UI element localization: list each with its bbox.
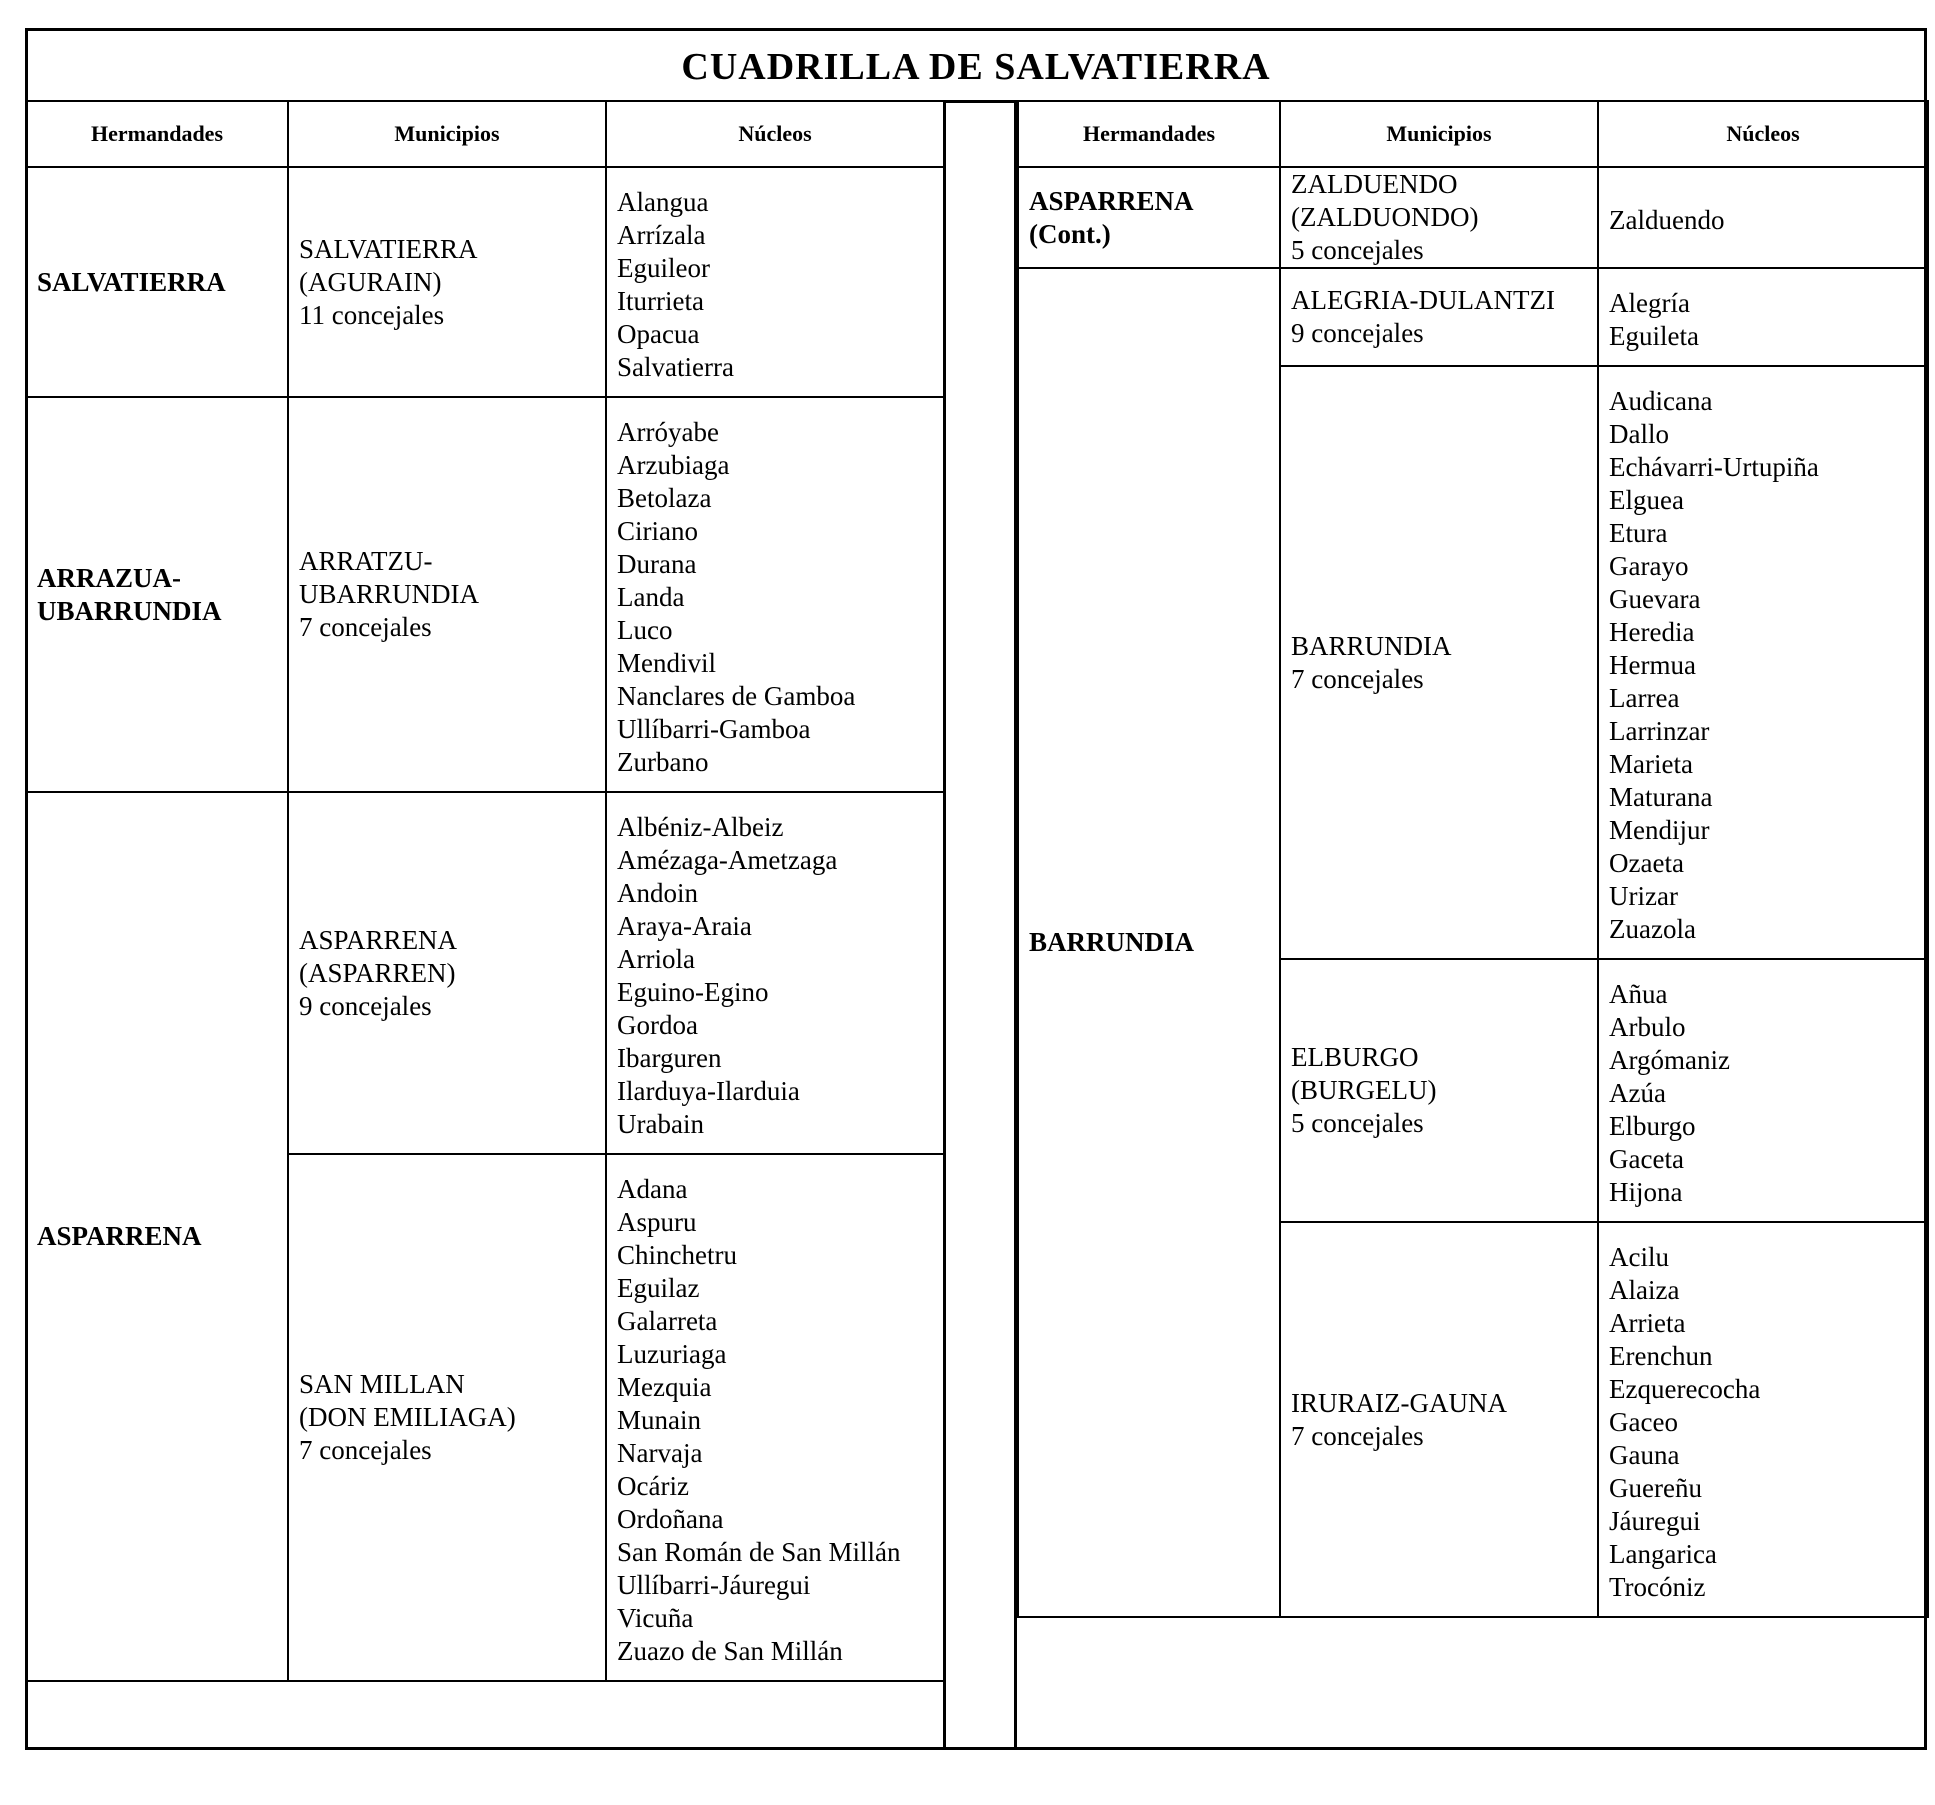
municipio-line: 9 concejales [299, 990, 432, 1021]
nucleos-cell [1598, 1222, 1928, 1617]
nucleo-item: Vicuña [617, 1603, 694, 1633]
municipio-line: 5 concejales [1291, 1108, 1424, 1138]
nucleo-item: Larrinzar [1609, 716, 1710, 746]
nucleo-item: Alegría [1609, 288, 1690, 318]
municipio-line: 7 concejales [1291, 1420, 1424, 1451]
municipio-line: 9 concejales [1291, 318, 1424, 348]
municipio-line: (ASPARREN) [299, 957, 456, 988]
nucleo-item: Iturrieta [617, 286, 704, 316]
nucleo-item: San Román de San Millán [617, 1537, 901, 1567]
municipio-line: (DON EMILIAGA) [299, 1402, 516, 1432]
nucleo-item: Munain [617, 1405, 701, 1435]
nucleo-item: Alangua [617, 187, 709, 217]
nucleo-item: Marieta [1609, 749, 1693, 779]
hermandad-cell [26, 397, 288, 792]
header-row [1018, 101, 1928, 167]
municipio-cell [288, 1154, 606, 1681]
nucleo-item: Arrízala [617, 220, 706, 250]
header-nucleos: Núcleos [1598, 101, 1928, 167]
page-title: CUADRILLA DE SALVATIERRA [25, 28, 1927, 100]
municipio-cell [288, 167, 606, 397]
nucleo-item: Acilu [1609, 1242, 1669, 1272]
municipio-line: 5 concejales [1291, 235, 1424, 265]
municipio-line: 7 concejales [299, 1435, 432, 1465]
nucleo-item: Zuazola [1609, 914, 1696, 944]
nucleo-item: Landa [617, 582, 685, 612]
nucleo-item: Amézaga-Ametzaga [617, 845, 838, 875]
hermandad-name: BARRUNDIA [1029, 927, 1195, 957]
municipio-line: 7 concejales [1291, 663, 1424, 694]
nucleo-item: Guevara [1609, 584, 1701, 614]
nucleo-item: Azúa [1609, 1078, 1666, 1108]
table-row [26, 167, 944, 397]
municipio-cell [1280, 1222, 1598, 1617]
header-hermandades: Hermandades [1018, 101, 1280, 167]
municipio-cell [288, 397, 606, 792]
nucleo-item: Eguilaz [617, 1273, 700, 1303]
nucleo-item: Narvaja [617, 1438, 703, 1468]
right-table [1017, 100, 1929, 1618]
nucleo-item: Aspuru [617, 1207, 697, 1237]
nucleo-item: Hijona [1609, 1177, 1683, 1207]
nucleo-item: Ozaeta [1609, 848, 1684, 878]
nucleo-item: Mendivil [617, 648, 716, 678]
column-gap [943, 100, 1017, 1750]
municipio-line: (BURGELU) [1291, 1075, 1437, 1105]
nucleo-item: Echávarri-Urtupiña [1609, 452, 1819, 482]
header-municipios: Municipios [1280, 101, 1598, 167]
nucleo-item: Opacua [617, 319, 700, 349]
nucleo-item: Mezquia [617, 1372, 712, 1402]
header-municipios: Municipios [288, 101, 606, 167]
nucleo-item: Eguino-Egino [617, 977, 769, 1007]
nucleo-item: Mendijur [1609, 815, 1710, 845]
nucleos-cell [1598, 959, 1928, 1222]
hermandad-cell [26, 792, 288, 1681]
nucleo-item: Ezquerecochа [1609, 1374, 1761, 1404]
nucleo-item: Gordoa [617, 1010, 698, 1040]
municipio-cell [1280, 167, 1598, 268]
municipio-line: UBARRUNDIA [299, 579, 480, 609]
nucleo-item: Argómaniz [1609, 1045, 1730, 1075]
nucleo-item: Guereñu [1609, 1473, 1702, 1503]
nucleo-item: Chinchetru [617, 1240, 737, 1270]
nucleo-item: Langarica [1609, 1539, 1717, 1569]
nucleo-item: Ciriano [617, 516, 698, 546]
nucleo-item: Zurbano [617, 747, 709, 777]
municipio-line: ALEGRIA-DULANTZI [1291, 285, 1555, 315]
nucleo-item: Gaceta [1609, 1144, 1684, 1174]
municipio-line: 11 concejales [299, 299, 445, 330]
table-row [1018, 268, 1928, 366]
nucleo-item: Hermua [1609, 650, 1696, 680]
nucleo-item: Heredia [1609, 617, 1695, 647]
municipio-line: (AGURAIN) [299, 266, 442, 297]
nucleos-cell [1598, 268, 1928, 366]
municipio-line: (ZALDUONDO) [1291, 202, 1479, 232]
nucleos-cell [606, 397, 944, 792]
municipio-line: ARRATZU- [299, 546, 433, 576]
table-row [1018, 167, 1928, 268]
hermandad-name: ASPARRENA [1029, 185, 1194, 216]
nucleo-item: Araya-Araia [617, 911, 752, 941]
nucleos-cell [1598, 167, 1928, 268]
nucleo-item: Arróyabe [617, 417, 719, 447]
municipio-line: SAN MILLAN [299, 1369, 465, 1399]
municipio-line: BARRUNDIA [1291, 630, 1452, 661]
hermandad-cell [26, 167, 288, 397]
nucleo-item: Ibarguren [617, 1043, 722, 1073]
nucleo-item: Ullíbarri-Jáuregui [617, 1570, 811, 1600]
nucleo-item: Jáuregui [1609, 1506, 1701, 1536]
nucleo-item: Elguea [1609, 485, 1684, 515]
table-row [26, 792, 944, 1154]
nucleo-item: Gauna [1609, 1440, 1680, 1470]
municipio-line: IRURAIZ-GAUNA [1291, 1387, 1507, 1418]
left-table [25, 100, 945, 1682]
nucleo-item: Arzubiaga [617, 450, 730, 480]
municipio-line: ELBURGO [1291, 1042, 1419, 1072]
nucleo-item: Gaceo [1609, 1407, 1678, 1437]
nucleo-item: Adana [617, 1174, 688, 1204]
header-hermandades: Hermandades [26, 101, 288, 167]
nucleo-item: Elburgo [1609, 1111, 1696, 1141]
header-nucleos: Núcleos [606, 101, 944, 167]
header-row [26, 101, 944, 167]
nucleo-item: Eguileta [1609, 321, 1699, 351]
nucleo-item: Luzuriaga [617, 1339, 727, 1369]
nucleo-item: Zuazo de San Millán [617, 1636, 843, 1666]
hermandad-name: ASPARRENA [37, 1221, 202, 1251]
nucleos-cell [606, 167, 944, 397]
municipio-cell [1280, 366, 1598, 959]
nucleos-cell [606, 792, 944, 1154]
nucleo-item: Arrieta [1609, 1308, 1686, 1338]
hermandad-name: UBARRUNDIA [37, 595, 222, 626]
nucleo-item: Arbulo [1609, 1012, 1686, 1042]
nucleo-item: Maturana [1609, 782, 1713, 812]
nucleo-item: Ocáriz [617, 1471, 689, 1501]
nucleo-item: Dallo [1609, 419, 1669, 449]
nucleo-item: Salvatierra [617, 352, 734, 382]
nucleos-cell [606, 1154, 944, 1681]
table-row [26, 397, 944, 792]
nucleo-item: Arriola [617, 944, 695, 974]
hermandad-name: ARRAZUA- [37, 562, 181, 593]
nucleo-item: Ilarduya-Ilarduia [617, 1076, 800, 1106]
nucleo-item: Eguileor [617, 253, 710, 283]
nucleos-cell [1598, 366, 1928, 959]
nucleo-item: Urabain [617, 1109, 704, 1139]
nucleo-item: Etura [1609, 518, 1668, 548]
nucleo-item: Andoin [617, 878, 698, 908]
hermandad-cell [1018, 167, 1280, 268]
document-sheet [25, 28, 1933, 1750]
hermandad-cell [1018, 268, 1280, 1617]
nucleo-item: Alaiza [1609, 1275, 1680, 1305]
nucleo-item: Erenchun [1609, 1341, 1713, 1371]
municipio-line: 7 concejales [299, 612, 432, 642]
nucleo-item: Galarreta [617, 1306, 718, 1336]
hermandad-name: (Cont.) [1029, 218, 1111, 249]
nucleo-item: Albéniz-Albeiz [617, 812, 784, 842]
municipio-line: SALVATIERRA [299, 233, 478, 264]
nucleo-item: Ullíbarri-Gamboa [617, 714, 811, 744]
nucleo-item: Zalduendo [1609, 205, 1725, 235]
nucleo-item: Urizar [1609, 881, 1678, 911]
hermandad-name: SALVATIERRA [37, 266, 226, 297]
municipio-cell [1280, 268, 1598, 366]
municipio-line: ASPARRENA [299, 924, 458, 955]
nucleo-item: Audicana [1609, 386, 1713, 416]
nucleo-item: Ordoñana [617, 1504, 724, 1534]
nucleo-item: Nanclares de Gamboa [617, 681, 856, 711]
municipio-cell [288, 792, 606, 1154]
nucleo-item: Durana [617, 549, 697, 579]
nucleo-item: Larrea [1609, 683, 1680, 713]
nucleo-item: Luco [617, 615, 673, 645]
nucleo-item: Betolaza [617, 483, 712, 513]
nucleo-item: Añua [1609, 979, 1668, 1009]
nucleo-item: Garayo [1609, 551, 1689, 581]
municipio-line: ZALDUENDO [1291, 169, 1458, 199]
nucleo-item: Trocóniz [1609, 1572, 1706, 1602]
municipio-cell [1280, 959, 1598, 1222]
